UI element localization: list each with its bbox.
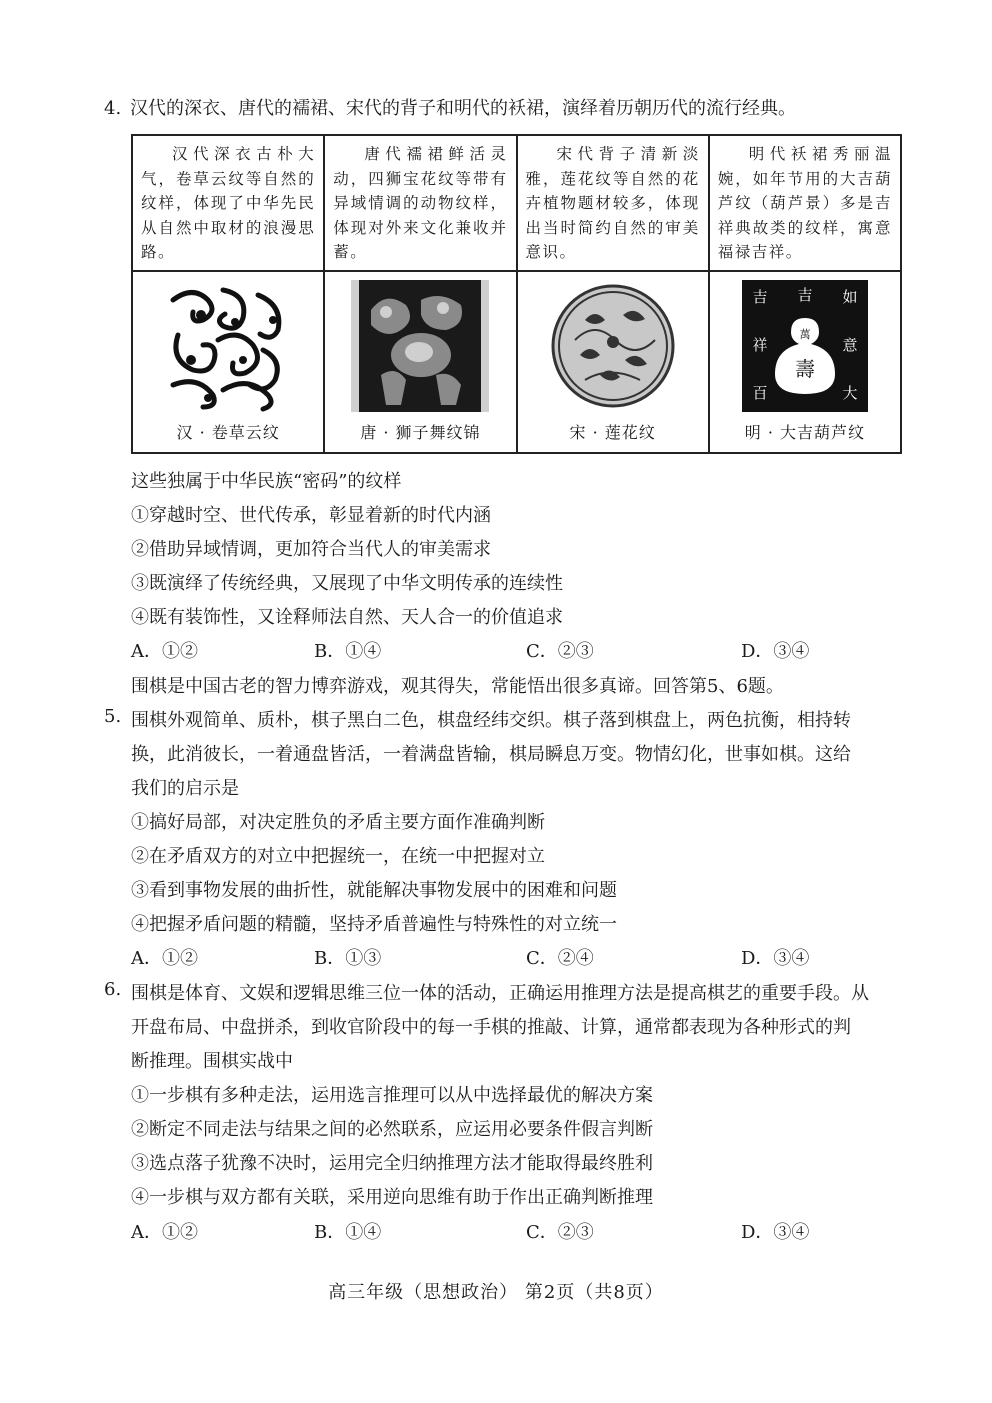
pattern-caption: 唐 · 狮子舞纹锦 (360, 423, 481, 442)
statement-item: ③选点落子犹豫不决时，运用完全归纳推理方法才能取得最终胜利 (131, 1153, 653, 1174)
table-cell-han-desc: 汉代深衣古朴大气，卷草云纹等自然的纹样，体现了中华先民从自然中取材的浪漫思路。 (132, 135, 324, 271)
pattern-caption: 明 · 大吉葫芦纹 (744, 423, 865, 442)
lion-brocade-pattern-icon (351, 280, 489, 412)
pattern-caption: 汉 · 卷草云纹 (176, 423, 280, 442)
option-d: D．③④ (741, 641, 810, 662)
question-number: 4. (104, 98, 122, 119)
option-c: C．②③ (526, 641, 594, 662)
page-footer: 高三年级（思想政治） 第2页（共8页） (328, 1282, 664, 1303)
gourd-char: 大 (842, 384, 858, 402)
gourd-char: 祥 (752, 336, 768, 354)
statement-item: ④既有装饰性，又诠释师法自然、天人合一的价值追求 (131, 607, 563, 628)
statement-item: ②在矛盾双方的对立中把握统一，在统一中把握对立 (131, 846, 545, 867)
statement-item: ②借助异域情调，更加符合当代人的审美需求 (131, 539, 491, 560)
gourd-char: 百 (752, 384, 768, 402)
statement-item: ①搞好局部，对决定胜负的矛盾主要方面作准确判断 (131, 812, 545, 833)
pattern-caption: 宋 · 莲花纹 (569, 423, 656, 442)
option-c: C．②④ (526, 948, 594, 969)
question-number: 6. (104, 979, 122, 1000)
question-4-stem (104, 92, 904, 126)
table-cell-song-image (517, 271, 709, 453)
question-6-stem-line: 开盘布局、中盘拼杀，到收官阶段中的每一手棋的推敲、计算，通常都表现为各种形式的判 (131, 1017, 851, 1038)
table-cell-tang-desc: 唐代襦裙鲜活灵动，四狮宝花纹等带有异域情调的动物纹样，体现对外来文化兼收并蓄。 (324, 135, 516, 271)
question-5-stem-line: 围棋外观简单、质朴，棋子黑白二色，棋盘经纬交织。棋子落到棋盘上，两色抗衡，相持转 (131, 710, 851, 731)
table-cell-song-desc: 宋代背子清新淡雅，莲花纹等自然的花卉植物题材较多，体现出当时简约自然的审美意识。 (517, 135, 709, 271)
pattern-table (131, 134, 902, 454)
option-d: D．③④ (741, 948, 810, 969)
option-a: A．①② (131, 948, 198, 969)
gourd-char: 壽 (794, 357, 815, 381)
option-a: A．①② (131, 641, 198, 662)
table-cell-ming-image (709, 271, 901, 453)
gourd-char: 吉 (797, 286, 813, 304)
table-cell-han-image (132, 271, 324, 453)
gourd-char: 吉 (752, 288, 768, 306)
gourd-char: 萬 (799, 328, 811, 341)
statement-item: ③既演绎了传统经典，又展现了中华文明传承的连续性 (131, 573, 563, 594)
statement-item: ④一步棋与双方都有关联，采用逆向思维有助于作出正确判断推理 (131, 1187, 653, 1208)
table-cell-ming-desc: 明代袄裙秀丽温婉，如年节用的大吉葫芦纹（葫芦景）多是吉祥典故类的纹样，寓意福禄吉祥。 (709, 135, 901, 271)
table-cell-tang-image (324, 271, 516, 453)
statement-item: ②断定不同走法与结果之间的必然联系，应运用必要条件假言判断 (131, 1119, 653, 1140)
option-a: A．①② (131, 1222, 198, 1243)
statement-item: ④把握矛盾问题的精髓，坚持矛盾普遍性与特殊性的对立统一 (131, 914, 617, 935)
question-6-stem-line: 围棋是体育、文娱和逻辑思维三位一体的活动，正确运用推理方法是提高棋艺的重要手段。从 (131, 983, 869, 1004)
question-text: 汉代的深衣、唐代的襦裙、宋代的背子和明代的袄裙，演绎着历朝历代的流行经典。 (130, 98, 796, 119)
gourd-char: 如 (842, 288, 858, 306)
cloud-scroll-pattern-icon (163, 280, 293, 412)
question-5-stem-line: 换，此消彼长，一着通盘皆活，一着满盘皆输，棋局瞬息万变。物情幻化，世事如棋。这给 (131, 744, 851, 765)
statement-item: ①一步棋有多种走法，运用选言推理可以从中选择最优的解决方案 (131, 1085, 653, 1106)
question-number: 5. (104, 706, 122, 727)
option-b: B．①④ (314, 641, 382, 662)
question-6-stem-line: 断推理。围棋实战中 (131, 1051, 293, 1072)
lotus-roundel-pattern-icon (545, 280, 681, 412)
option-b: B．①④ (314, 1222, 382, 1243)
option-d: D．③④ (741, 1222, 810, 1243)
gourd-char: 意 (842, 336, 858, 354)
option-b: B．①③ (314, 948, 382, 969)
question-4-lead: 这些独属于中华民族“密码”的纹样 (131, 471, 402, 492)
section-intro: 围棋是中国古老的智力博弈游戏，观其得失，常能悟出很多真谛。回答第5、6题。 (131, 676, 784, 697)
statement-item: ③看到事物发展的曲折性，就能解决事物发展中的困难和问题 (131, 880, 617, 901)
gourd-pattern-icon (742, 280, 868, 412)
option-c: C．②③ (526, 1222, 594, 1243)
statement-item: ①穿越时空、世代传承，彰显着新的时代内涵 (131, 505, 491, 526)
question-5-stem-line: 我们的启示是 (131, 778, 239, 799)
